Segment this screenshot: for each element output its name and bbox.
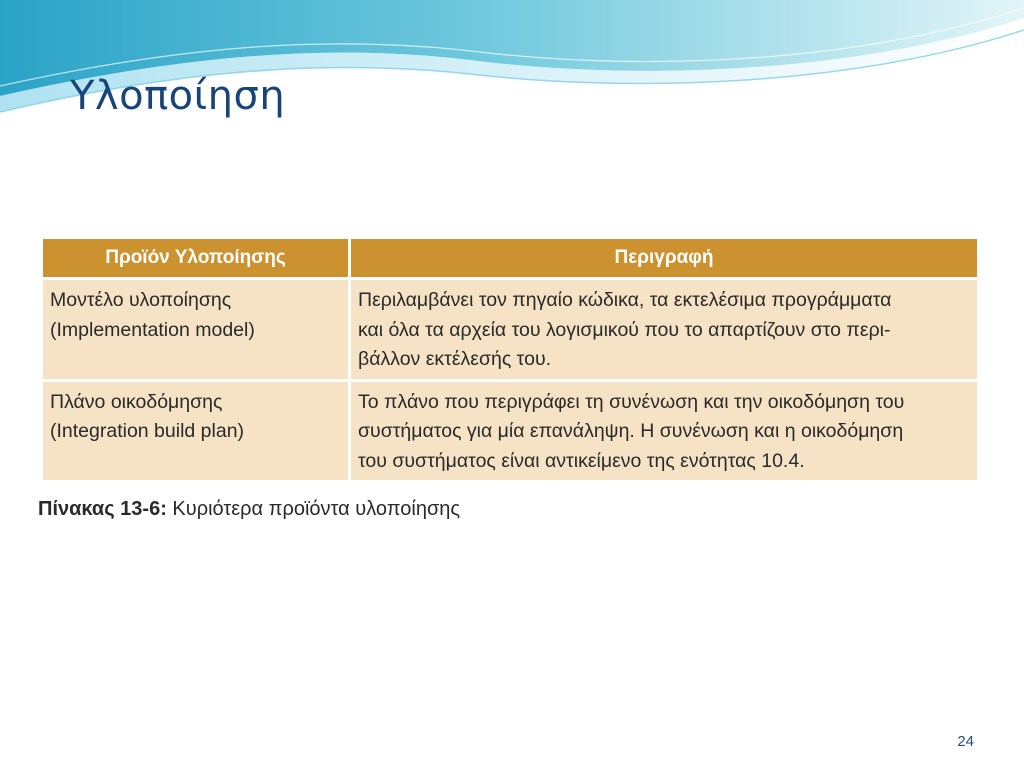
product-english-name: (Integration build plan) (50, 420, 245, 442)
product-cell (43, 382, 348, 481)
product-name: Μοντέλο υλοποίησης (50, 289, 232, 311)
products-table (40, 236, 980, 483)
table-caption (38, 498, 460, 521)
description-line: Το πλάνο που περιγράφει τη συνένωση και την οικοδόμηση του (358, 390, 905, 413)
description-line: Περιλαμβάνει τον πηγαίο κώδικα, τα εκτελέσιμα προγράμματα (358, 289, 892, 311)
table-figure (34, 230, 984, 528)
slide-title: Υλοποίηση (70, 73, 286, 119)
description-line: και όλα τα αρχεία του λογισμικού που το απαρτίζουν στο περι- (358, 318, 891, 341)
description-cell (351, 280, 977, 379)
header-product: Προϊόν Υλοποίησης (43, 239, 348, 277)
product-english-name: (Implementation model) (50, 318, 255, 341)
table-row (43, 382, 977, 481)
product-name: Πλάνο οικοδόμησης (50, 390, 223, 413)
description-line: του συστήματος είναι αντικείμενο της ενότητας 10.4. (358, 449, 805, 472)
description-line: συστήματος για μία επανάληψη. Η συνένωση και η οικοδόμηση (358, 420, 904, 442)
table-header-row (43, 239, 977, 277)
caption-label: Πίνακας 13-6: (38, 498, 167, 520)
description-cell (351, 382, 977, 481)
header-description: Περιγραφή (351, 239, 977, 277)
description-line: βάλλον εκτέλεσής του. (358, 348, 552, 370)
caption-text: Κυριότερα προϊόντα υλοποίησης (172, 498, 461, 520)
table-row (43, 280, 977, 379)
page-number: 24 (957, 733, 974, 750)
product-cell (43, 280, 348, 379)
